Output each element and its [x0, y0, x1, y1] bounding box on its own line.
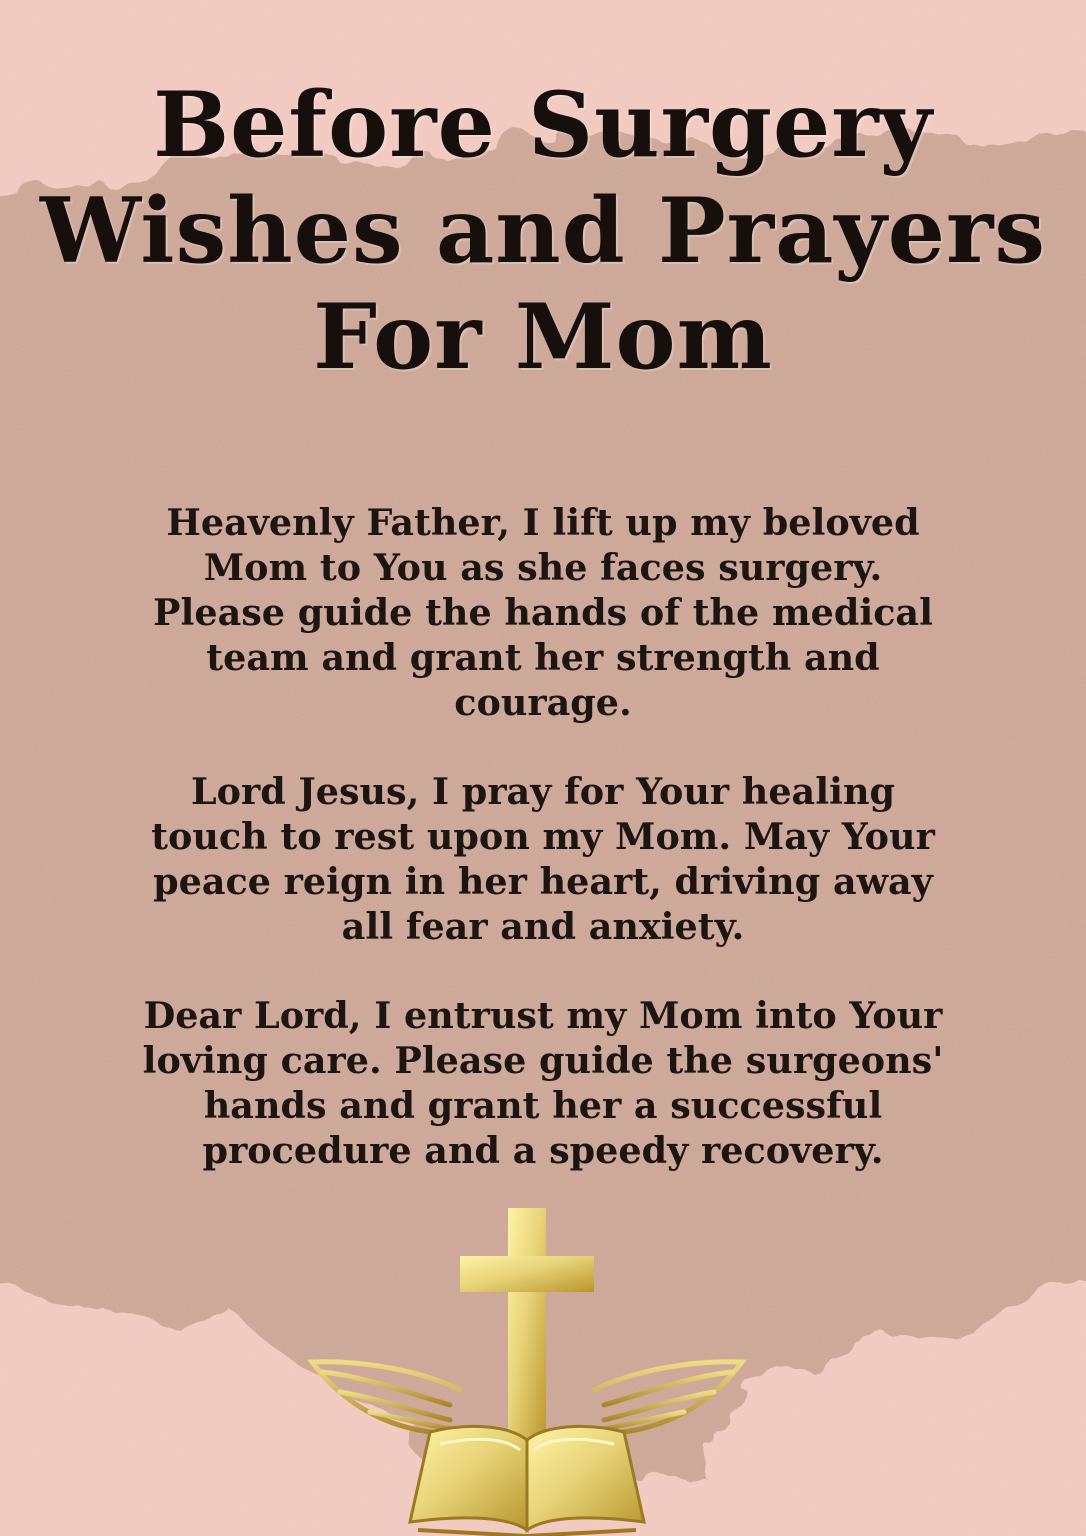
prayer-line: procedure and a speedy recovery.	[202, 1129, 884, 1172]
title-line: Before Surgery	[153, 72, 933, 178]
prayer-line: all fear and anxiety.	[341, 905, 745, 948]
prayer-line: Dear Lord, I entrust my Mom into Your	[143, 994, 943, 1037]
prayer-line: peace reign in her heart, driving away	[153, 860, 933, 903]
prayer-paragraph-2	[90, 769, 996, 949]
right-wing-icon	[582, 1362, 742, 1435]
prayer-line: touch to rest upon my Mom. May Your	[151, 815, 935, 858]
prayer-line: hands and grant her a successful	[203, 1084, 883, 1127]
title-line: Wishes and Prayers	[39, 178, 1047, 284]
prayer-line: Mom to You as she faces surgery.	[203, 546, 883, 589]
open-book-icon	[410, 1426, 644, 1536]
title-line: For Mom	[313, 284, 773, 390]
page-title	[0, 72, 1086, 390]
prayer-line: Lord Jesus, I pray for Your healing	[191, 770, 895, 813]
prayer-line: courage.	[454, 681, 632, 724]
prayer-line: loving care. Please guide the surgeons'	[142, 1039, 944, 1082]
left-wing-icon	[312, 1362, 472, 1435]
prayer-line: Please guide the hands of the medical	[153, 591, 933, 634]
prayer-text	[90, 500, 996, 1217]
prayer-line: Heavenly Father, I lift up my beloved	[166, 501, 920, 544]
cross-icon	[460, 1208, 594, 1448]
prayer-line: team and grant her strength and	[206, 636, 880, 679]
winged-cross-on-book-icon	[300, 1200, 760, 1536]
prayer-paragraph-1	[90, 500, 996, 725]
prayer-paragraph-3	[90, 993, 996, 1173]
